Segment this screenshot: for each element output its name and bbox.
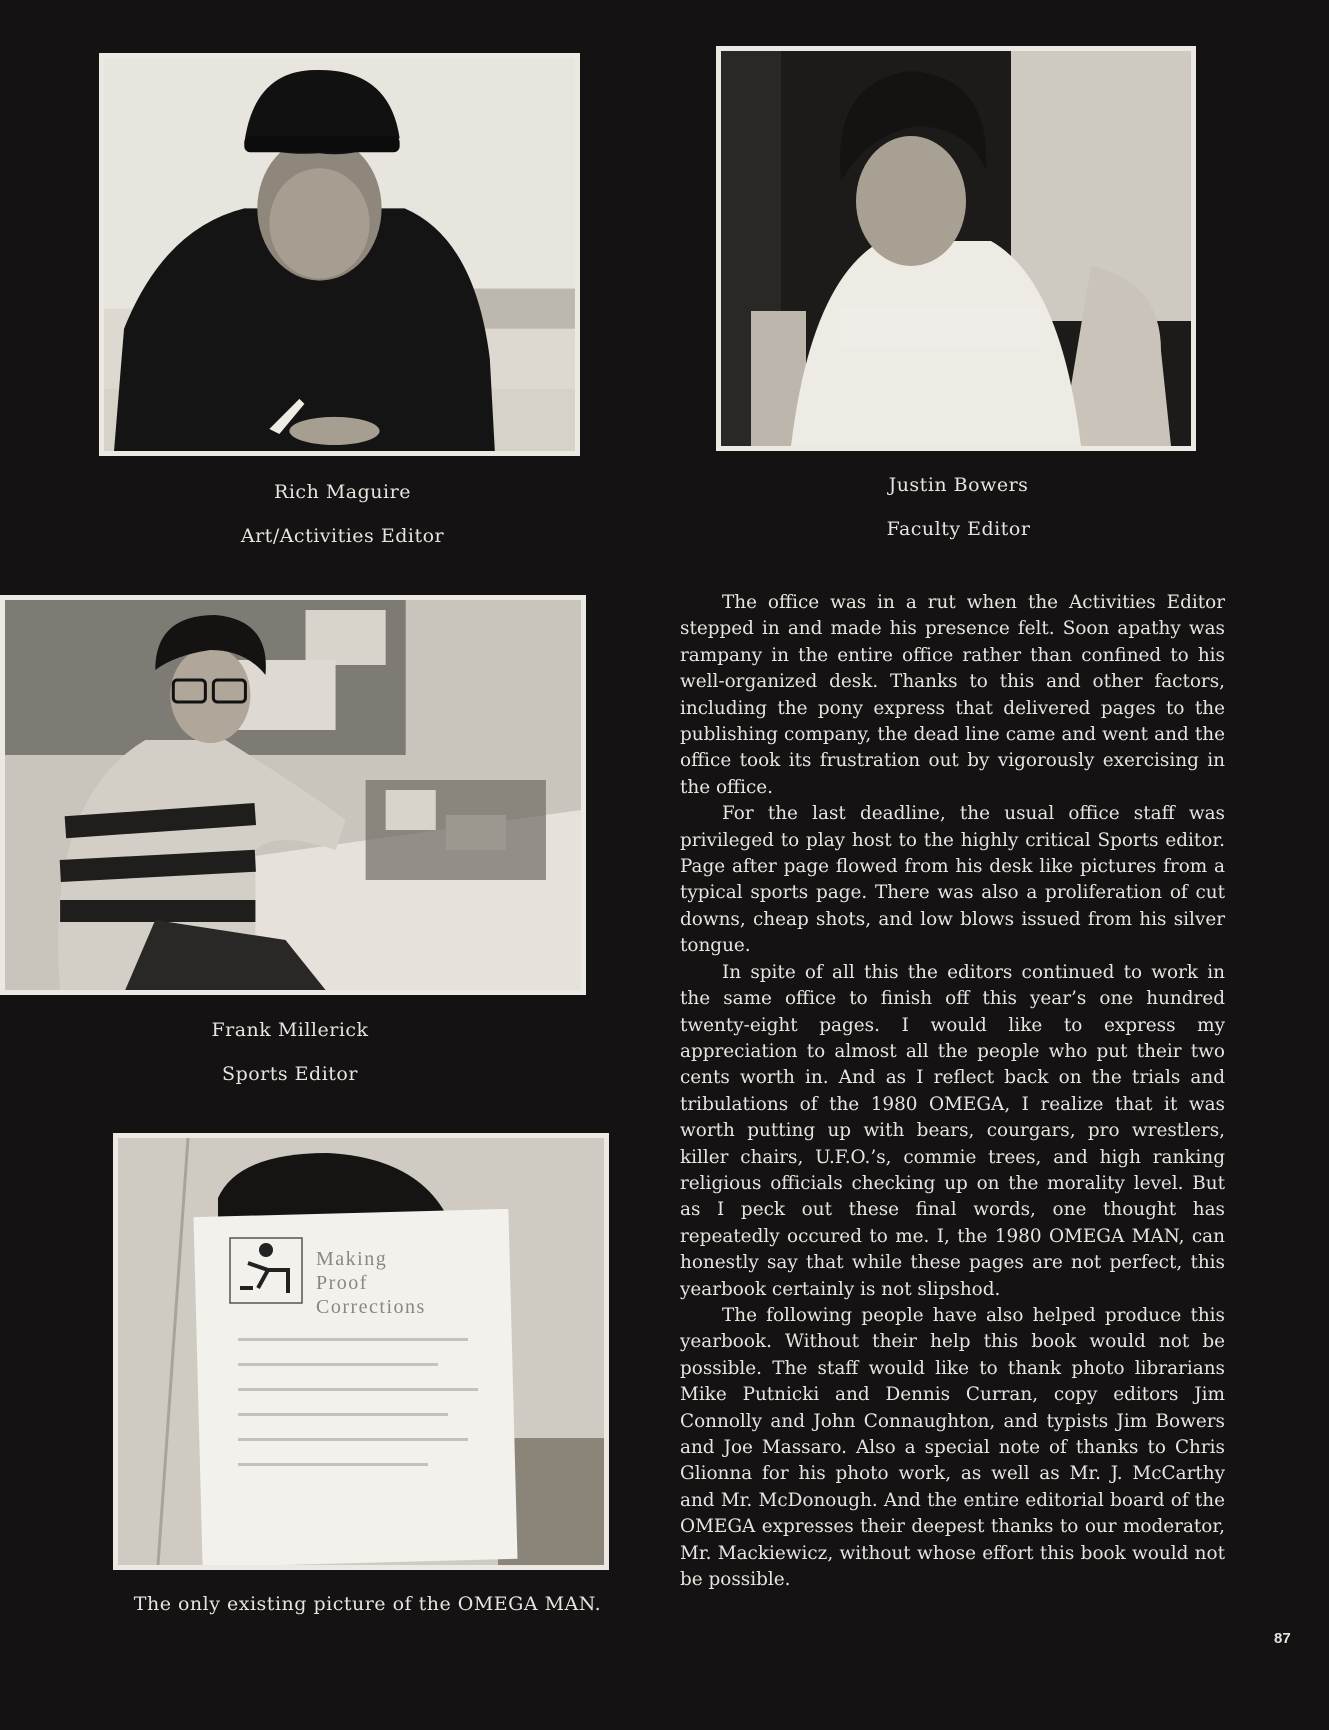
omega-man-caption: The only existing picture of the OMEGA MAN.	[133, 1593, 602, 1615]
justin-bowers-photo-image	[721, 51, 1191, 446]
article-paragraph: In spite of all this the editors continued to work in the same office to finish off this year’s one hundred twenty-eight pages. I would like to express my appreciation to almost all the people who put their two cents worth in. And as I reflect back on the trials and tribulations of the 1980 OMEGA, I realize that it was worth putting up with bears, courgars, pro wrestlers, killer chairs, U.F.O.’s, commie trees, and high ranking religious officials checking up on the morality level. But as I peck out these final words, one thought has repeatedly occured to me. I, the 1980 OMEGA MAN, can honestly say that while these pages are not perfect, this yearbook certainly is not slipshod.	[680, 961, 1225, 1300]
article-paragraph: The following people have also helped produce this yearbook. Without their help this book would not be possible. The staff would like to thank photo librarians Mike Putnicki and Dennis Curran, copy editors Jim Connolly and John Connaughton, and typists Jim Bowers and Joe Massaro. Also a special note of thanks to Chris Glionna for his photo work, as well as Mr. J. McCarthy and Mr. McDonough. And the entire editorial board of the OMEGA expresses their deepest thanks to our moderator, Mr. Mackiewicz, without whose effort this book would not be possible.	[680, 1304, 1225, 1591]
profile-title: Art/Activities Editor	[240, 525, 445, 547]
profile-name: Rich Maguire	[274, 481, 411, 503]
photo-rich-maguire	[99, 53, 580, 456]
profile-name: Frank Millerick	[211, 1019, 369, 1041]
photo-frank-millerick	[0, 595, 586, 995]
page-number: 87	[1274, 1630, 1291, 1647]
article-body	[680, 590, 1225, 1593]
sheet-title-line-2: Proof	[316, 1272, 368, 1294]
profile-title: Sports Editor	[222, 1063, 358, 1085]
photo-justin-bowers	[716, 46, 1196, 451]
rich-maguire-photo-image	[104, 58, 575, 451]
article-paragraph: The office was in a rut when the Activities Editor stepped in and made his presence felt. Soon apathy was rampany in the entire office rather than confined to his well-organized desk. Thanks to this and other factors, including the pony express that delivered pages to the publishing company, the dead line came and went and the office took its frustration out by vigorously exercising in the office.	[680, 592, 1225, 798]
sheet-title-line-1: Making	[316, 1248, 388, 1270]
frank-millerick-photo-image	[5, 600, 581, 990]
omega-man-photo-image	[118, 1138, 604, 1565]
photo-omega-man	[113, 1133, 609, 1570]
sheet-title-line-3: Corrections	[316, 1296, 426, 1318]
profile-title: Faculty Editor	[886, 518, 1031, 540]
article-paragraph: For the last deadline, the usual office staff was privileged to play host to the highly critical Sports editor. Page after page flowed from his desk like pictures from a typical sports page. There was also a proliferation of cut downs, cheap shots, and low blows issued from his silver tongue.	[680, 803, 1225, 957]
profile-name: Justin Bowers	[888, 474, 1029, 496]
